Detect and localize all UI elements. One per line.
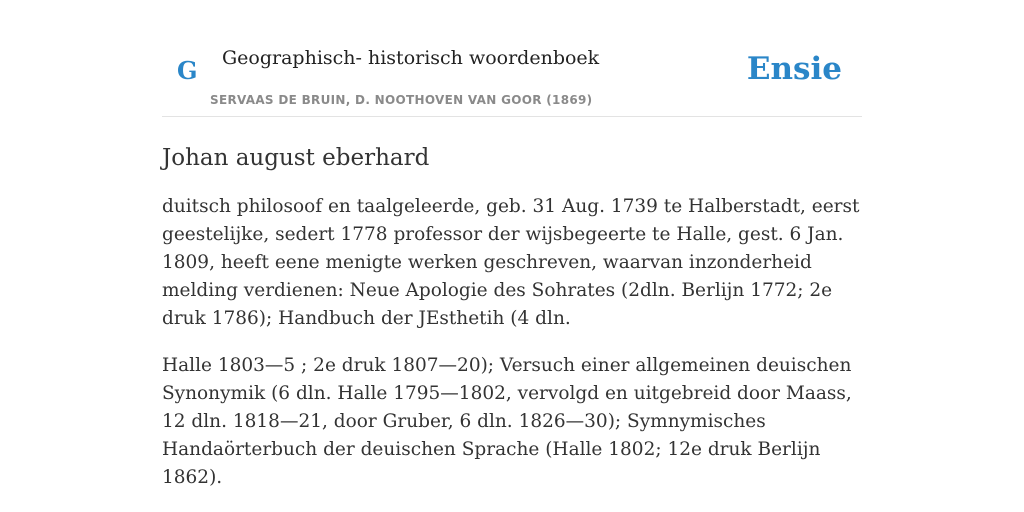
page-header: [162, 0, 862, 117]
book-title-link[interactable]: Geographisch- historisch woordenboek: [222, 47, 600, 69]
entry-paragraph: Halle 1803—5 ; 2e druk 1807—20); Versuch einer allgemeinen deuischen Synonymik (6 dln. Halle 1795—1802, vervolgd en uitgebreid door Maass, 12 dln. 1818—21, door Gruber, 6 dln. 1826—30); Symnymisches Handaörterbuch der deuischen Sprache (Halle 1802; 12e druk Berlijn 1862).: [162, 355, 852, 488]
page-container: [162, 0, 862, 492]
book-authors: SERVAAS DE BRUIN, D. NOOTHOVEN VAN GOOR (1869): [210, 93, 593, 107]
entry-body: [162, 193, 862, 492]
book-logo[interactable]: G: [177, 56, 198, 85]
brand-logo[interactable]: Ensie: [746, 51, 842, 87]
entry-title: Johan august eberhard: [162, 145, 430, 171]
entry-paragraph: duitsch philosoof en taalgeleerde, geb. 31 Aug. 1739 te Halberstadt, eerst geestelijke, sedert 1778 professor der wijsbegeerte te Halle, gest. 6 Jan. 1809, heeft eene menigte werken geschreven, waarvan inzonderheid melding verdienen: Neue Apologie des Sohrates (2dln. Berlijn 1772; 2e druk 1786); Handbuch der JEsthetih (4 dln.: [162, 196, 860, 329]
